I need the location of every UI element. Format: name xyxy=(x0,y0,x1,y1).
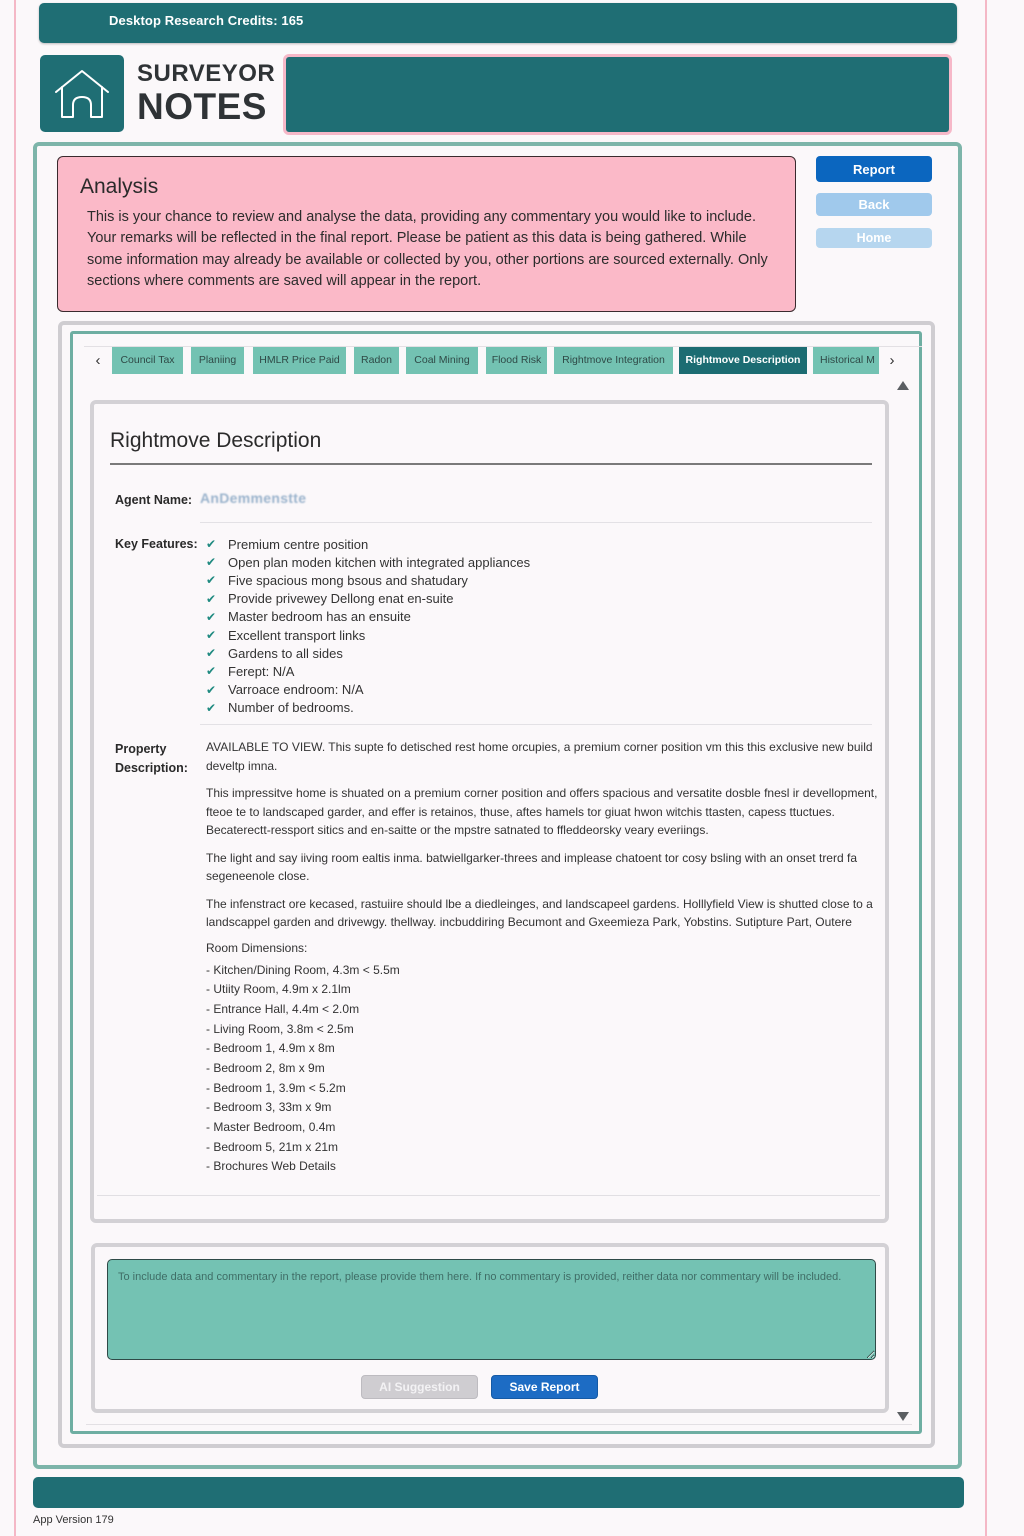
room-item: - Brochures Web Details xyxy=(206,1159,336,1174)
analysis-description: This is your chance to review and analyse the data, providing any commentary you would like to include. Your remarks will be reflected in the final report. Please be patient as this data is being gathered. While some information may already be available or collected by you, other portions are sourced externally. Only sections where comments are saved will appear in the report. xyxy=(87,209,768,290)
credits-label: Desktop Research Credits: 165 xyxy=(109,13,304,28)
logo-wordmark xyxy=(137,62,275,125)
checkmark-icon: ✔ xyxy=(206,682,217,697)
tab-coal-mining[interactable]: Coal Mining xyxy=(406,347,478,374)
room-item: - Kitchen/Dining Room, 4.3m < 5.5m xyxy=(206,962,400,977)
checkmark-icon: ✔ xyxy=(206,573,217,588)
description-paragraph: AVAILABLE TO VIEW. This supte fo detisched rest home orcupies, a premium corner position vm this this exclusive new build develtp imna. xyxy=(206,740,873,773)
feature-item: ✔ Provide privewey Dellong enat en-suite xyxy=(206,591,454,607)
checkmark-icon: ✔ xyxy=(206,646,217,661)
report-button[interactable]: Report xyxy=(816,156,932,182)
header-banner xyxy=(283,54,952,135)
logo-line-surveyor: SURVEYOR xyxy=(137,60,276,87)
logo-line-notes: NOTES xyxy=(137,86,267,127)
footer-bar xyxy=(33,1477,964,1508)
ai-suggestion-button[interactable]: AI Suggestion xyxy=(361,1375,478,1399)
room-item: - Bedroom 5, 21m x 21m xyxy=(206,1139,339,1154)
scroll-down-arrow-icon[interactable] xyxy=(897,1412,909,1421)
checkmark-icon: ✔ xyxy=(206,628,217,643)
analysis-title: Analysis xyxy=(80,175,159,198)
field-divider xyxy=(200,522,872,523)
section-divider xyxy=(110,463,872,465)
description-paragraph: This impressitve home is shuated on a premium corner position and offers spacious and versatite dosble fnesl ir devellopment, fteoe te to landscaped garder, and effer is retainos, thuse, aftes hamels tor giuat hwon witchis ttasten, capess ttuctues. Becaterectt-ressport sitics and en-saitte or the mpstre satnated to ffleddeorsky veary everiings. xyxy=(206,786,878,837)
home-button[interactable]: Home xyxy=(816,228,932,248)
app-version: App Version 179 xyxy=(33,1514,114,1526)
analysis-panel xyxy=(57,156,796,312)
tab-radon[interactable]: Radon xyxy=(354,347,399,374)
checkmark-icon: ✔ xyxy=(206,664,217,679)
agent-name-label: Agent Name: xyxy=(115,493,193,507)
checkmark-icon: ✔ xyxy=(206,591,217,606)
room-item: - Entrance Hall, 4.4m < 2.0m xyxy=(206,1001,360,1016)
feature-item: ✔ Five spacious mong bsous and shatudary xyxy=(206,572,468,588)
tabs-scroll-left-icon[interactable]: ‹ xyxy=(91,351,105,371)
section-title: Rightmove Description xyxy=(110,429,322,452)
key-features-label: Key Features: xyxy=(115,537,198,551)
room-dimensions-title: Room Dimensions: xyxy=(206,940,308,955)
field-divider xyxy=(200,724,872,725)
feature-item: ✔ Number of bedrooms. xyxy=(206,700,354,716)
feature-item: ✔ Master bedroom has an ensuite xyxy=(206,609,411,625)
credits-bar xyxy=(39,3,957,43)
back-button[interactable]: Back xyxy=(816,193,932,216)
card-divider xyxy=(97,1195,880,1196)
description-paragraph: The infenstract ore kecased, rastuiire should lbe a diedleinges, and landscapeel gardens. Holllyfield View is shutted close to a landscappel garden and drivewgy. thellway. incbuddiring Becumont and Gxeemieza Park, Yobstins. Sutipture Part, Outere xyxy=(206,896,873,929)
tab-historical[interactable]: Historical M xyxy=(813,347,879,374)
tab-rightmove-description[interactable]: Rightmove Description xyxy=(679,347,807,374)
checkmark-icon: ✔ xyxy=(206,700,217,715)
checkmark-icon: ✔ xyxy=(206,537,217,552)
tab-hmlr-price-paid[interactable]: HMLR Price Paid xyxy=(253,347,346,374)
tab-planning[interactable]: Planiing xyxy=(191,347,244,374)
tab-council-tax[interactable]: Council Tax xyxy=(112,347,183,374)
room-item: - Living Room, 3.8m < 2.5m xyxy=(206,1021,354,1036)
agent-name-value: AnDemmenstte xyxy=(200,490,307,506)
logo-icon-box[interactable] xyxy=(40,55,124,132)
room-item: - Master Bedroom, 0.4m xyxy=(206,1120,336,1134)
room-item: - Bedroom 1, 4.9m x 8m xyxy=(206,1041,335,1056)
page-border-right xyxy=(985,0,987,1536)
room-item: - Bedroom 1, 3.9m < 5.2m xyxy=(206,1080,346,1095)
commentary-input[interactable] xyxy=(107,1259,876,1360)
feature-item: ✔ Gardens to all sides xyxy=(206,645,343,661)
description-paragraph: The light and say iiving room ealtis inma. batwiellgarker-threes and implease chatoent tor cosy bsling with an onset trerd fa segeneenole close. xyxy=(206,850,857,883)
feature-item: ✔ Open plan moden kitchen with integrated appliances xyxy=(206,554,531,570)
tab-rightmove-integration[interactable]: Rightmove Integration xyxy=(554,347,673,374)
page-border-left xyxy=(14,0,16,1536)
checkmark-icon: ✔ xyxy=(206,555,217,570)
feature-item: ✔ Ferept: N/A xyxy=(206,663,295,679)
save-report-button[interactable]: Save Report xyxy=(491,1375,598,1399)
house-icon xyxy=(53,68,111,120)
scroll-up-arrow-icon[interactable] xyxy=(897,381,909,390)
room-item: - Bedroom 2, 8m x 9m xyxy=(206,1060,325,1075)
room-item: - Utiity Room, 4.9m x 2.1lm xyxy=(206,982,351,997)
tab-flood-risk[interactable]: Flood Risk xyxy=(486,347,547,374)
key-features-list xyxy=(206,535,530,717)
feature-item: ✔ Premium centre position xyxy=(206,536,369,552)
tabs-bottom-divider xyxy=(86,1424,912,1425)
feature-item: ✔ Excellent transport links xyxy=(206,627,366,643)
feature-item: ✔ Varroace endroom: N/A xyxy=(206,682,364,698)
property-description-label: Property Description: xyxy=(115,742,188,775)
room-item: - Bedroom 3, 33m x 9m xyxy=(206,1100,332,1115)
property-description xyxy=(206,738,880,1177)
tabs-scroll-right-icon[interactable]: › xyxy=(885,351,899,371)
room-dimensions-list xyxy=(206,961,880,1178)
checkmark-icon: ✔ xyxy=(206,609,217,624)
